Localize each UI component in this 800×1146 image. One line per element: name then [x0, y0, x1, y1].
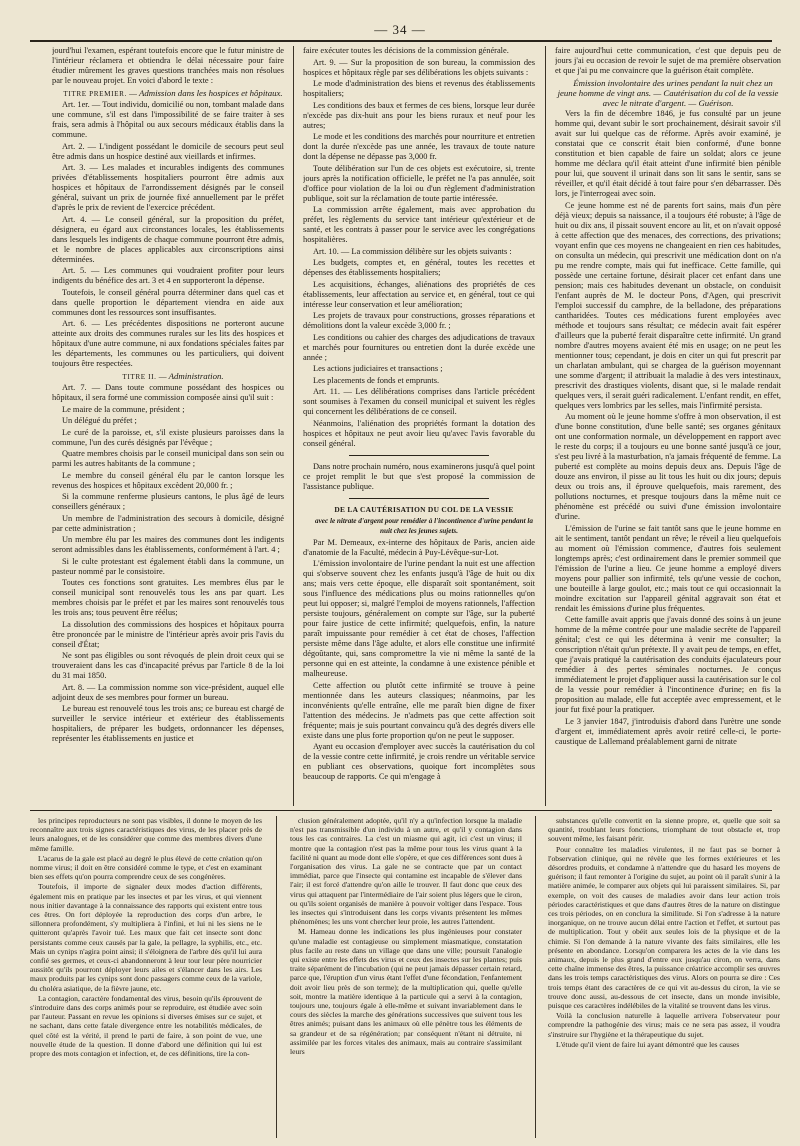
paragraph: Les projets de travaux pour constructions, grosses réparations et démolitions dont la valeur excède 3,000 fr. ; — [303, 311, 535, 330]
paragraph: Toutefois, il importe de signaler deux modes d'action différents, également mis en pratique par les insectes et par les virus, et qui viennent nous initier davantage à la connaissance des rapports qui existent entre tous ces êtres. On fort déployée la reproduction des corps d'un arbre, le sillonnera profondément, s'y multipliera à l'infini, et lui ni les siens ne le quitteront qu'après l'avoir tué. Les maux que fait cet insecte sont donc persistants comme ceux causés par la gale, la pellagre, la syphilis, etc., etc. Mais un cynips n'agira point ainsi; il s'éloignera de l'arbre dès qu'il lui aura confié ses germes, et ceux-ci abandonneront à leur tour leur père nourricier aussitôt qu'ils pourront déployer leurs ailes et s'élancer dans les airs. Les maux produits par les cynips sont donc passagers comme ceux de la variole, du choléra asiatique, de la fièvre jaune, etc. — [30, 882, 262, 993]
paragraph: M. Hameau donne les indications les plus ingénieuses pour constater qu'une maladie est contagieuse ou simplement miasmatique, constatation plus facile au reste dans un village que dans une ville; poursuit l'analogie qui existe entre les effets des virus et ceux des insectes sur les plantes; puis traite séparément de l'incubation (qui ne peut jamais dépasser certain retard, parce que, l'éruption d'un virus étant l'effet d'une fécondation, l'enfantement doit avoir lieu près de son terme); de la multiplication qui, quelle qu'elle soit, montre la matière identique à la particule qui a servi à la contagion, toujours une, toujours égale à elle-même et suivant invariablement dans le cours des siècles la marche des générations successives que suivent tous les êtres animés; puisant dans les animaux où elle pénètre tous les éléments de sa grandeur et de sa régénération; par conséquent n'étant ni détruite, ni assimilée par les forces vitales des animaux, mais au contraire s'assimilant leurs — [290, 927, 522, 1057]
article-byline: Par M. Demeaux, ex-interne des hôpitaux de Paris, ancien aide d'anatomie de la Faculté, médecin à Puy-Lévêque-sur-Lot. — [303, 537, 535, 557]
paragraph: Les budgets, comptes et, en général, toutes les recettes et dépenses des établissements hospitaliers; — [303, 258, 535, 277]
paragraph: jourd'hui l'examen, espérant toutefois encore que le futur ministre de l'intérieur réclamera et obtiendra le délai nécessaire pour faire étudier mûrement les graves questions tranchées mais non résolues par le nouveau projet. En voici d'abord le texte : — [52, 46, 284, 85]
paragraph: Un membre élu par les maires des communes dont les indigents seront admissibles dans les établissements, conformément à l'art. 4 ; — [52, 535, 284, 554]
paragraph: Le mode d'administration des biens et revenus des établissements hospitaliers; — [303, 79, 535, 98]
feuilleton-column-2 — [290, 816, 522, 1138]
section-heading — [52, 371, 284, 382]
ornament-rule — [349, 498, 488, 499]
paragraph: Art. 10. — La commission délibère sur les objets suivants : — [313, 246, 512, 256]
paragraph: Néanmoins, l'aliénation des propriétés formant la dotation des hospices et hôpitaux ne peut avoir lieu qu'avec l'avis favorable du conseil général. — [303, 418, 535, 448]
paragraph: Art. 8. — La commission nomme son vice-président, auquel elle adjoint deux de ses membres pour former un bureau. — [52, 682, 284, 702]
paragraph: L'acarus de la gale est placé au degré le plus élevé de cette création qu'on nomme virus; il doit en être considéré comme le type, et c'est en examinant bien ses effets qu'on pourra comprendre ceux de ses congénères. — [30, 853, 262, 882]
paragraph: Voilà la conclusion naturelle à laquelle arrivera l'observateur pour comprendre la pathogénie des virus; mais ce ne sera pas assez, il voudra s'instruire sur l'hygiène et la thérapeutique du sujet. — [548, 1011, 780, 1039]
header-rule — [30, 40, 772, 42]
section-title: — Administration. — [158, 370, 224, 381]
column-divider — [276, 816, 277, 1138]
article-subtitle: avec le nitrate d'argent pour remédier à l'incontinence d'urine pendant la nuit chez les jeunes sujets. — [314, 517, 534, 535]
paragraph: Les actions judiciaires et transactions ; — [313, 364, 443, 373]
paragraph: substances qu'elle convertit en la sienne propre, et, quelle que soit sa quantité, troublant leurs fonctions, triomphant de tout obstacle et, trop souvent même, les faisant périr. — [548, 816, 780, 844]
paragraph: Au moment où le jeune homme s'offre à mon observation, il est d'une bonne constitution, d'une belle santé; ses organes génitaux ont une conformation normale, un développement en rapport avec le reste du corps; il a toujours eu une bonne santé jusqu'à ce jour, s'est peu livré à la masturbation, n'a jamais fréquenté de femme. La puberté est complète au moins depuis deux ans. Depuis l'âge de douze ans environ, il pisse au lit tous les huit ou dix jours; depuis deux ou trois ans, il éprouve quelquefois, mais rarement, des pollutions nocturnes, et presque toujours dans la même nuit ce phénomène est précédé ou suivi d'une émission involontaire d'urine. — [555, 412, 781, 521]
paragraph: Vers la fin de décembre 1846, je fus consulté par un jeune homme qui, devant subir le sort prochainement, désirait savoir s'il avait sur lui quelque cas de réforme. Après avoir examiné, je constatai que ce conscrit était bien conformé, d'une bonne constitution et bien capable de faire un soldat; alors ce jeune homme me déclara qu'il était atteint d'une infirmité bien pénible pour lui, que souvent il urinait dans son lit sans le sentir, sans se réveiller, et qu'il était décidé à tout faire pour s'en débarrasser. Dès lors, je l'interrogeai avec soin. — [555, 109, 781, 198]
paragraph: les principes reproducteurs ne sont pas visibles, il donne le moyen de les reconnaître aux trois signes caractéristiques des virus, de les placer près de leurs analogues, et de les considérer que comme des membres divers d'une même famille. — [30, 816, 262, 853]
paragraph: Cette famille avait appris que j'avais donné des soins à un jeune homme de la même contrée pour une maladie secrète de l'appareil génital; c'est ce qui les détermina à venir me consulter; la conscription n'était qu'un prétexte. Il y avait peu de temps, en effet, que j'avais pratiqué la cautérisation des conduits éjaculateurs pour remédier à des pertes séminales nocturnes. Je conçus immédiatement le projet d'appliquer aussi la cautérisation sur le col de la vessie pour remédier à l'incontinence d'urine; en fis la proposition au malade, elle fut acceptée avec empressement, et le jour fut fixé pour la pratiquer. — [555, 615, 781, 714]
paragraph: Le maire de la commune, président ; — [62, 404, 185, 414]
page-number: — 34 — — [374, 22, 426, 37]
paragraph: La dissolution des commissions des hospices et hôpitaux pourra être prononcée par le ministre de l'intérieur après avoir pris l'avis du conseil d'État; — [52, 619, 284, 649]
section-label: TITRE PREMIER. — [63, 89, 127, 98]
paragraph: Art. 1er. — Tout individu, domicilié ou non, tombant malade dans une commune, s'il est dans l'impossibilité de se faire traiter à ses frais, sera admis à l'hôpital ou aux secours médicaux établis dans la commune. — [52, 100, 284, 139]
paragraph: Art. 7. — Dans toute commune possédant des hospices ou hôpitaux, il sera formé une commission composée ainsi qu'il suit : — [52, 383, 284, 402]
paragraph: clusion généralement adoptée, qu'il n'y a qu'infection lorsque la maladie n'est pas transmissible d'un individu à un autre, et qu'il y contagion dans tous les cas contraires. La c'est un miasme qui agit, ici c'est un virus; il montre que la contagion n'est pas la même pour tous les virus quant à la facilité ni quant au mode dont elle s'opère, et que ces différences sont dues à l'organisation des virus. La gale ne se contracte que par un contact immédiat, parce que l'insecte qui contamine est incapable de s'élever dans l'air; il est forcé d'attendre qu'on aille le trouver. Il faut donc que ceux des virus qui attaquent par l'intermédiaire de l'air soient plus légers que le ciron, ou qu'ils soient organisés de manière à pouvoir voltiger dans l'espace. Tous les insectes qui s'introduisent dans les corps vivants présentent les mêmes phénomènes; les uns vont chercher leur proie, les autres l'attendent. — [290, 816, 522, 927]
paragraph: faire aujourd'hui cette communication, c'est que depuis peu de jours j'ai eu occasion de revoir le sujet de ma première observation et que j'ai pu me convaincre que la guérison était complète. — [555, 46, 781, 75]
section-heading — [52, 88, 284, 99]
column-divider — [535, 816, 536, 1138]
feuilleton-column-3 — [548, 816, 780, 1138]
paragraph: Toute délibération sur l'un de ces objets est exécutoire, si, trente jours après la notification officielle, le préfet ne l'a pas annulée, soit d'office pour violation de la loi ou d'un règlement d'administration publique, soit sur la réclamation de toute partie intéressée. — [303, 163, 535, 203]
paragraph: Les conditions ou cahier des charges des adjudications de travaux et marchés pour fournitures ou entretien dont la durée excède une année ; — [303, 332, 535, 362]
paragraph: Art. 11. — Les délibérations comprises dans l'article précédent sont soumises à l'examen du conseil municipal et suivent les règles qui concernent les délibérations de ce conseil. — [303, 387, 535, 416]
article-title: DE LA CAUTÉRISATION DU COL DE LA VESSIE — [334, 504, 514, 514]
paragraph: Un membre de l'administration des secours à domicile, désigné par cette administration ; — [52, 513, 284, 533]
feuilleton-column-1 — [30, 816, 262, 1138]
paragraph: Si la commune renferme plusieurs cantons, le plus âgé de leurs conseillers généraux ; — [52, 492, 284, 511]
paragraph: Ne sont pas éligibles ou sont révoqués de plein droit ceux qui se trouveraient dans les cas d'incapacité prévus par l'article 8 de la loi du 31 mai 1850. — [52, 651, 284, 680]
paragraph: L'émission de l'urine se fait tantôt sans que le jeune homme en ait le sentiment, tantôt pendant un rêve; le réveil a lieu quelquefois au moment où l'émission commence, d'autres fois seulement longtemps après; c'est ordinairement dans le premier sommeil que l'émission de l'urine a lieu. Ce jeune homme a employé divers moyens pour pallier son infirmité, tels qu'une vessie de cochon, une bouteille à large goulot, etc.; mais tout ce qui occasionnait la moindre excitation sur l'appareil génital aggravait son état et rendait les émissions d'urine plus fréquentes. — [555, 523, 781, 613]
paragraph: L'émission involontaire de l'urine pendant la nuit est une affection qui s'observe souvent chez les enfants jusqu'à l'âge de huit ou dix ans; mais vers cette époque, elle disparaît soit spontanément, soit sous l'influence des médications plus ou moins rationnelles qu'on peut lui opposer; si, malgré l'emploi de moyens rationnels, l'affection persiste toujours, généralement on compte sur l'âge, sur la puberté pour faire justice de cette infirmité; quelquefois, enfin, la nature paraît impuissante pour remédier à cet état de choses, l'affection persiste même dans l'âge adulte, et alors elle constitue une infirmité dégoûtante, qui, sans compromettre la vie ni même la santé de la personne qui en est atteinte, la condamne à une existence pénible et malheureuse. — [303, 559, 535, 678]
paragraph: Art. 3. — Les malades et incurables indigents des communes privées d'établissements hospitaliers pourront être admis aux hospices et hôpitaux de l'arrondissement désignés par le conseil général, suivant un prix de journée fixé annuellement par le préfet d'après le prix de revient de l'exercice précédent. — [52, 163, 284, 212]
paragraph: Quatre membres choisis par le conseil municipal dans son sein ou parmi les autres habitants de la commune ; — [52, 449, 284, 468]
paragraph: Le membre du conseil général élu par le canton lorsque les revenus des hospices et hôpitaux excèdent 20,000 fr. ; — [52, 470, 284, 490]
paragraph: Toutefois, le conseil général pourra déterminer dans quel cas et dans quelle proportion le département viendra en aide aux communes dont les ressources sont insuffisantes. — [52, 287, 284, 317]
section-title: — Admission dans les hospices et hôpitaux. — [129, 87, 283, 98]
paragraph: La contagion, caractère fondamental des virus, besoin qu'ils éprouvent de s'introduire dans des corps animés pour se reproduire, est étudiée avec soin par l'auteur. Passant en revue les opinions si diverses émises sur ce sujet, et ne sachant, dans cette fatale divergence entre les notabilités médicales, de quel côté est la vérité, il prend le parti de faire, à son point de vue, une nouvelle étude de la question. Il donne d'abord une définition qui lui est propre des mots contagion et infection, et, de ces définitions, tire la con- — [30, 993, 262, 1059]
paragraph: Ce jeune homme est né de parents fort sains, mais d'un père déjà vieux; depuis sa naissance, il a toujours été robuste; à l'âge de huit ou dix ans, il pissait souvent encore au lit, et on n'avait opposé à cette affection que des menaces, des corrections, des privations; voyant enfin que ces moyens ne changeaient en rien ces habitudes, on consulta un médecin, qui prescrivit une médication dont on n'a pu me rendre compte, mais qui fut inefficace. Cette famille, qui possède une certaine fortune, désirait placer cet enfant dans une pension; mais ces habitudes devenant un obstacle, on conduisit l'enfant auprès de M. le docteur Pons, d'Agen, qui prescrivit l'emploi successif du camphre, de la belladone, des préparations cantharidées. Toutes ces médications furent employées avec méthode et toujours sans résultat; ce médecin avait fait espérer d'ailleurs que la puberté ferait disparaître cette infirmité. Un grand nombre d'autres moyens avaient été mis en usage; on ne peut les mentionner tous; cependant, je dois en citer un qui fut prescrit par un charlatan ambulant, qui se chargea de la guérison moyennant une somme d'argent; il attribuait la maladie à des vers intestinaux, prescrivit des drastiques violents, disant que, si le malade rendait quelques vers, il serait guéri radicalement. L'enfant rendit, en effet, quelques vers lombrics par les selles, mais l'infirmité persista. — [555, 200, 781, 410]
column-divider — [545, 46, 546, 806]
section-label: TITRE II. — [122, 372, 157, 381]
column-3 — [555, 46, 781, 806]
column-divider — [293, 46, 294, 806]
paragraph: Pour connaître les maladies virulentes, il ne faut pas se borner à l'observation clinique, qui ne révèle que les formes extérieures et les désordres produits, et condamne à n'attendre que du hasard les moyens de guérison; il faut remonter à l'origine du sujet, au point où il paraît s'unir à la matière animée, le comparer aux objets qui lui paraissent similaires. Si, par exemple, on voit des causes de maladies avoir dans leur action trois périodes caractéristiques et que dans d'autres êtres de la nature on distingue ces trois périodes, on en conclura la similitude. Si l'on s'adresse à la nature inorganique, on ne trouve aucun délai entre l'action et l'effet, et surtout pas de multiplication. Tout y obéit aux seules lois de la physique et de la chimie. Si l'on demande à la nature vivante des faits similaires, elle les présente en abondance. Lorsqu'on comparera les actes de la vie dans les animaux, depuis le plus grand d'entre eux jusqu'au ciron, on verra, dans cette chaîne immense des êtres, la puissance créatrice accomplir ses œuvres dans les trois temps caractéristiques des virus. Alors on pourra se dire : Ces trois temps étant des caractères de ce qui vit au-dessus du ciron, la vie se trouve donc aussi, au-dessous de cet insecte, dans un monde invisible, puisque ces caractères indélébiles de la vitalité se trouvent dans les virus. — [548, 844, 780, 1011]
paragraph: Les conditions des baux et fermes de ces biens, lorsque leur durée n'excède pas dix-huit ans pour les biens ruraux et neuf pour les autres; — [303, 100, 535, 130]
feuilleton-rule — [30, 810, 772, 811]
column-1 — [52, 46, 284, 806]
paragraph: Le 3 janvier 1847, j'introduisis d'abord dans l'urètre une sonde d'argent et, immédiatement après avoir retiré celle-ci, le porte-caustique de Lallemand préalablement garni de nitrate — [555, 716, 781, 746]
paragraph: Les acquisitions, échanges, aliénations des propriétés de ces établissements, leur affectation au service et, en général, tout ce qui intéresse leur conservation et leur amélioration; — [303, 279, 535, 309]
paragraph: Le bureau est renouvelé tous les trois ans; ce bureau est chargé de surveiller le service intérieur et extérieur des établissements hospitaliers, de préparer les budgets, ordonnancer les dépenses, représenter les établissements en justice et — [52, 704, 284, 743]
paragraph: Art. 4. — Le conseil général, sur la proposition du préfet, désignera, eu égard aux circonstances locales, les établissements dans lesquels les indigents de chaque commune pourront être admis, et le nombre de places applicables aux circonscriptions ainsi déterminées. — [52, 214, 284, 264]
paragraph: Un délégué du préfet ; — [62, 416, 137, 425]
paragraph: Le mode et les conditions des marchés pour nourriture et entretien dont la durée n'excède pas une année, les travaux de toute nature dont la dépense ne dépasse pas 3,000 fr. — [303, 132, 535, 161]
paragraph: Le curé de la paroisse, et, s'il existe plusieurs paroisses dans la commune, l'un des curés désignés par l'évêque ; — [52, 427, 284, 447]
ornament-rule — [349, 455, 488, 456]
paragraph: Art. 6. — Les précédentes dispositions ne porteront aucune atteinte aux droits des communes rurales sur les lits des hospices et hôpitaux d'une autre commune, ni aux fondations spéciales faites par les départements, les communes ou les particuliers, qui doivent toujours être respectées. — [52, 319, 284, 368]
paragraph: Toutes ces fonctions sont gratuites. Les membres élus par le conseil municipal sont renouvelés tous les ans par quart. Les membres choisis par le préfet et par les maires sont renouvelés tous les trois ans; tous peuvent être réélus; — [52, 578, 284, 617]
paragraph: Art. 5. — Les communes qui voudraient profiter pour leurs indigents du bénéfice des art. 3 et 4 en supporteront la dépense. — [52, 266, 284, 285]
paragraph: faire exécuter toutes les décisions de la commission générale. — [303, 46, 509, 55]
paragraph: Les placements de fonds et emprunts. — [313, 375, 440, 385]
column-2 — [303, 46, 535, 806]
paragraph: Cette affection ou plutôt cette infirmité se trouve à peine mentionnée dans les auteurs classiques; néanmoins, par les inconvénients qu'elle entraîne, elle me paraît bien digne de fixer l'attention des médecins. Je n'admets pas que cette affection soit fréquente; mais je suis pourtant convaincu qu'à des degrés divers elle existe dans une plus forte proportion qu'on ne peut le supposer. — [303, 680, 535, 740]
paragraph: La commission arrête également, mais avec approbation du préfet, les règlements du service tant intérieur qu'extérieur et de santé, et les contrats à passer pour le service avec les congrégations hospitalières. — [303, 205, 535, 244]
paragraph: Dans notre prochain numéro, nous examinerons jusqu'à quel point ce projet remplit le but que s'est proposé la commission de l'assistance publique. — [303, 461, 535, 491]
paragraph: Art. 2. — L'indigent possédant le domicile de secours peut seul être admis dans un hospice destiné aux vieillards et infirmes. — [52, 141, 284, 161]
paragraph: Art. 9. — Sur la proposition de son bureau, la commission des hospices et hôpitaux règle par ses délibérations les objets suivants : — [303, 57, 535, 77]
paragraph: Ayant eu occasion d'employer avec succès la cautérisation du col de la vessie contre cette infirmité, je crois rendre un véritable service en publiant ces observations, quoique fort incomplètes sous beaucoup de rapports. Ce qui m'engage à — [303, 742, 535, 781]
paragraph: L'étude qu'il vient de faire lui ayant démontré que les causes — [556, 1039, 740, 1049]
observation-title: Émission involontaire des urines pendant la nuit chez un jeune homme de vingt ans. — Cautérisation du col de la vessie avec le nitrate d'argent. — Guérison. — [557, 77, 779, 108]
paragraph: Si le culte protestant est également établi dans la commune, un pasteur nommé par le consistoire. — [52, 556, 284, 576]
